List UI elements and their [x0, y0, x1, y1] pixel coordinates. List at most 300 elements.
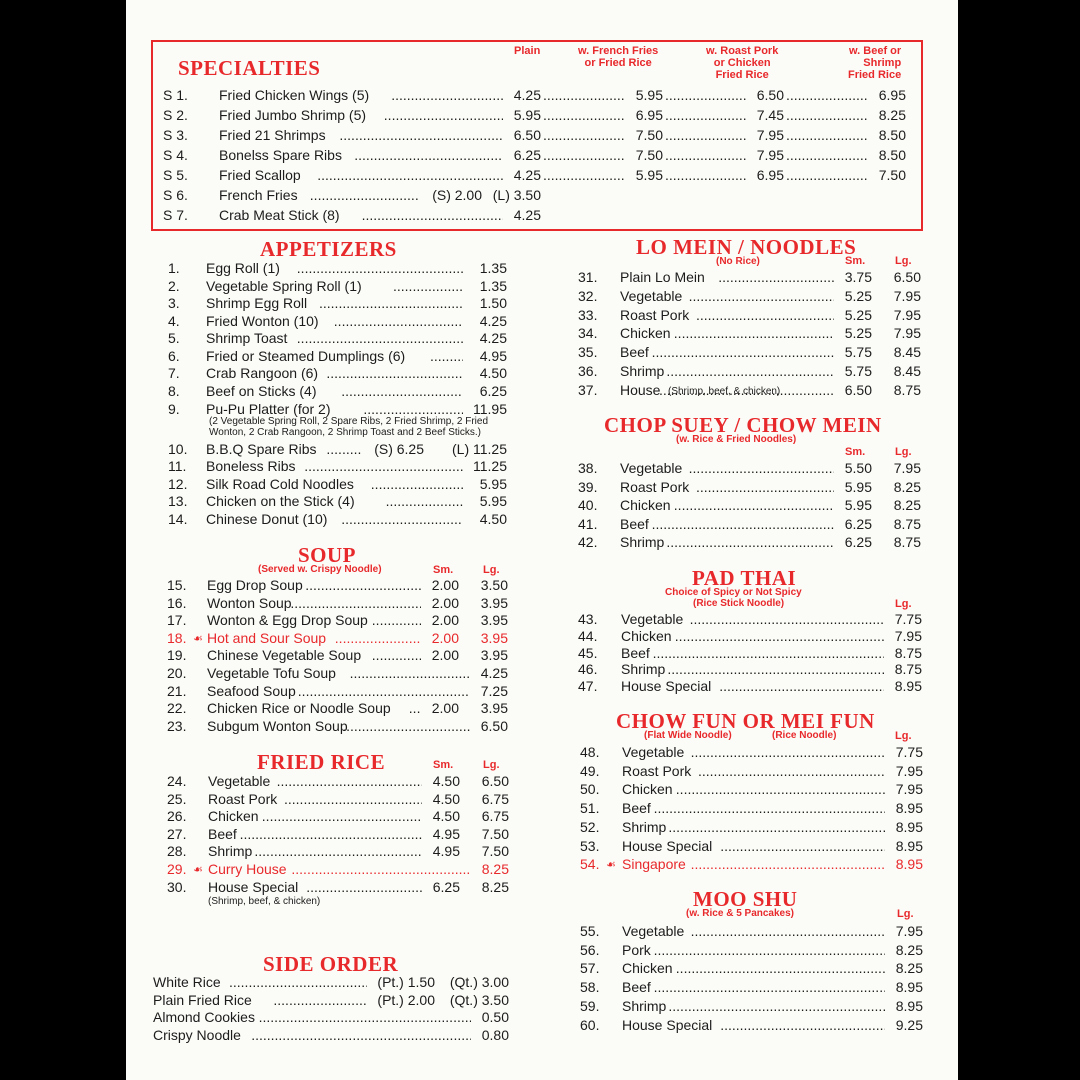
menu-item-row: [0, 978, 1080, 996]
menu-item-row: [0, 762, 1080, 780]
item-number: 43.: [578, 611, 598, 627]
item-number: 55.: [580, 923, 600, 939]
item-price: 4.50: [479, 365, 507, 381]
menu-item-row: [0, 478, 1080, 496]
menu-item-row: [0, 440, 1080, 458]
item-name: House Special: [208, 878, 299, 895]
menu-item-row: [0, 941, 1080, 959]
item-price: 1.35: [479, 260, 507, 276]
item-number: 50.: [580, 781, 600, 798]
menu-item-row: [0, 343, 1080, 361]
item-name: Chicken: [622, 781, 673, 798]
menu-item-row: [0, 576, 1080, 594]
dot-leader: [652, 343, 834, 361]
item-name: Shrimp Toast: [206, 330, 288, 346]
item-price: 8.25: [893, 497, 921, 513]
menu-item-row: [0, 818, 1080, 836]
item-price: 6.75: [481, 790, 509, 807]
item-price: 6.25: [432, 878, 460, 895]
dot-leader: [305, 576, 421, 594]
item-name: Crispy Noodle: [153, 1026, 241, 1043]
item-number: 38.: [578, 460, 598, 476]
menu-item-row: [0, 1016, 1080, 1034]
item-price: 7.50: [481, 825, 509, 842]
item-name: Vegetable: [620, 287, 683, 304]
item-name: Vegetable: [622, 923, 685, 939]
moo-shu-title: MOO SHU: [693, 887, 798, 911]
item-name: Vegetable: [621, 611, 684, 627]
item-price: 5.25: [844, 287, 872, 304]
dot-leader: [306, 878, 422, 896]
item-price: 4.50: [432, 808, 460, 825]
item-price: 4.25: [480, 665, 508, 681]
item-name: Shrimp: [620, 363, 665, 379]
item-price: (Qt.) 3.50: [449, 991, 509, 1008]
menu-item-row: [0, 400, 1080, 418]
chow-fun-title: CHOW FUN OR MEI FUN: [616, 709, 875, 733]
hot-marker-icon: ☙: [606, 859, 616, 872]
dot-leader: [698, 762, 885, 780]
item-price: 8.25: [481, 878, 509, 895]
col-header-french-fries: w. French Fries or Fried Rice: [578, 45, 659, 69]
item-name: Seafood Soup: [207, 682, 296, 699]
dot-leader: [691, 743, 885, 761]
item-name: Shrimp: [620, 534, 665, 550]
dot-leader: [667, 660, 884, 678]
item-name: Vegetable: [622, 744, 685, 760]
soup-note: (Served w. Crispy Noodle): [258, 564, 382, 575]
menu-item-row: [0, 146, 1080, 164]
item-name: Beef: [622, 800, 651, 817]
lo-mein-note: (No Rice): [716, 256, 760, 267]
item-price: 8.25: [895, 941, 923, 958]
lo-mein-lg-header: Lg.: [895, 255, 912, 267]
item-price: 6.95: [878, 87, 906, 103]
item-number: 15.: [167, 577, 187, 593]
item-name: Singapore: [622, 856, 686, 873]
item-price: 4.95: [432, 825, 460, 842]
dot-leader: [339, 126, 503, 144]
item-price: 7.95: [895, 762, 923, 779]
item-name: Curry House: [208, 861, 287, 877]
dot-leader: [720, 1016, 885, 1034]
item-price: 7.75: [894, 611, 922, 627]
item-number: 52.: [580, 818, 600, 835]
menu-item-row: [0, 206, 1080, 224]
item-price: 6.95: [756, 167, 784, 183]
item-price: 3.95: [480, 612, 508, 629]
item-name: Pork: [622, 941, 651, 958]
item-price: 7.50: [481, 843, 509, 860]
dot-leader: [666, 533, 834, 551]
item-number: 44.: [578, 627, 598, 644]
item-price: 2.00: [431, 629, 459, 646]
menu-item-row: [0, 533, 1080, 551]
item-price: 7.95: [894, 627, 922, 644]
fried-rice-lg-header: Lg.: [483, 759, 500, 771]
item-name: Vegetable: [208, 773, 271, 789]
item-price: 7.95: [895, 781, 923, 798]
menu-item-row: [0, 306, 1080, 324]
item-price: 5.95: [844, 478, 872, 495]
item-price: 5.25: [844, 306, 872, 323]
dot-leader: [665, 126, 746, 144]
soup-sm-header: Sm.: [433, 564, 454, 576]
item-number: 17.: [167, 612, 187, 629]
item-name: French Fries: [219, 187, 298, 203]
dot-leader: [691, 922, 885, 940]
item-price: 5.95: [513, 107, 541, 123]
item-number: 23.: [167, 717, 187, 734]
item-price: 4.25: [513, 167, 541, 183]
item-price: 4.95: [479, 348, 507, 364]
item-number: 46.: [578, 661, 598, 678]
item-name: Chicken: [621, 627, 672, 644]
item-name: Vegetable Tofu Soup: [207, 665, 336, 681]
item-price: 3.95: [480, 594, 508, 611]
dot-leader: [362, 206, 503, 224]
item-name: Plain Fried Rice: [153, 991, 252, 1008]
chop-suey-note: (w. Rice & Fried Noodles): [676, 434, 797, 445]
item-price: 1.50: [479, 295, 507, 311]
item-price: 7.95: [895, 923, 923, 939]
item-number: S 3.: [163, 127, 188, 143]
chop-suey-sm-header: Sm.: [845, 446, 866, 458]
item-number: 27.: [167, 825, 187, 842]
dot-leader: [786, 86, 868, 104]
item-name: Hot and Sour Soup: [207, 629, 327, 646]
item-price: 4.25: [479, 313, 507, 329]
item-name: Beef: [620, 515, 649, 532]
item-price: (L) 3.50: [492, 187, 541, 203]
soup-lg-header: Lg.: [483, 564, 500, 576]
item-name: Fried Wonton (10): [206, 313, 319, 329]
menu-item-row: [0, 837, 1080, 855]
item-price: 6.25: [844, 534, 872, 550]
chow-fun-note: (Rice Noodle): [772, 730, 837, 741]
item-price: 3.95: [480, 647, 508, 664]
item-price: 8.95: [894, 678, 922, 695]
item-number: S 6.: [163, 187, 188, 203]
col-header-plain: Plain: [514, 45, 541, 57]
menu-item-row: [0, 515, 1080, 533]
item-price: 6.25: [479, 383, 507, 399]
item-name: House Special: [622, 1016, 713, 1033]
item-price: 8.95: [895, 818, 923, 835]
dot-leader: [696, 478, 834, 496]
dot-leader: [665, 146, 746, 164]
item-price: 8.75: [893, 534, 921, 550]
side-order-title: SIDE ORDER: [263, 952, 399, 976]
item-name: Beef: [622, 979, 651, 996]
item-name: Beef: [621, 644, 650, 661]
dot-leader: [652, 515, 834, 533]
dot-leader: [720, 837, 885, 855]
chow-fun-lg-header: Lg.: [895, 730, 912, 742]
item-price: 6.50: [481, 773, 509, 789]
item-number: S 7.: [163, 207, 188, 223]
item-number: 1.: [168, 260, 180, 276]
menu-item-row: [0, 594, 1080, 612]
dot-leader: [676, 780, 885, 798]
item-price: 8.50: [878, 147, 906, 163]
item-name: Shrimp: [622, 818, 667, 835]
item-name: White Rice: [153, 974, 221, 990]
item-price: 7.25: [480, 682, 508, 699]
menu-item-row: [0, 166, 1080, 184]
item-name: Beef: [620, 344, 649, 361]
item-price: 0.80: [481, 1026, 509, 1043]
dot-leader: [543, 86, 625, 104]
item-name: Plain Lo Mein: [620, 269, 705, 285]
dot-leader: [310, 186, 418, 204]
soup-title: SOUP: [298, 543, 357, 567]
house-note: (Shrimp, beef, & chicken): [668, 386, 781, 397]
item-name: Fried Jumbo Shrimp (5): [219, 107, 367, 123]
item-name: Silk Road Cold Noodles: [206, 476, 354, 492]
item-price: 7.50: [878, 167, 906, 183]
item-price: 2.00: [431, 577, 459, 593]
item-number: 29.: [167, 861, 187, 877]
item-price: 3.50: [480, 577, 508, 593]
item-price: 6.25: [844, 515, 872, 532]
col-header-roast-pork: w. Roast Pork or Chicken Fried Rice: [706, 45, 779, 81]
pupu-note: (2 Vegetable Spring Roll, 2 Spare Ribs, 2 Fried Shrimp, 2 Fried: [209, 416, 489, 427]
item-price: 6.75: [481, 808, 509, 825]
item-name: Chicken on the Stick (4): [206, 493, 355, 509]
moo-shu-lg-header: Lg.: [897, 908, 914, 920]
pad-thai-lg-header: Lg.: [895, 598, 912, 610]
menu-item-row: [0, 677, 1080, 695]
item-number: 56.: [580, 941, 600, 958]
item-name: Wonton & Egg Drop Soup: [207, 612, 368, 629]
item-name: Shrimp Egg Roll: [206, 295, 308, 311]
item-price: 8.75: [893, 515, 921, 532]
dot-leader: [676, 959, 885, 977]
item-number: 40.: [578, 497, 598, 513]
item-name: Vegetable: [620, 460, 683, 476]
item-name: Roast Pork: [620, 306, 690, 323]
item-number: 48.: [580, 744, 600, 760]
chow-fun-note: (Flat Wide Noodle): [644, 730, 732, 741]
item-price: 1.35: [479, 278, 507, 294]
dot-leader: [654, 799, 885, 817]
item-price: 7.50: [635, 127, 663, 143]
dot-leader: [666, 362, 834, 380]
dot-leader: [543, 126, 625, 144]
item-price: 5.95: [479, 476, 507, 492]
item-price: 7.75: [895, 744, 923, 760]
pad-thai-title: PAD THAI: [692, 566, 797, 590]
dot-leader: [317, 166, 503, 184]
item-price: 5.95: [635, 87, 663, 103]
item-price: 9.25: [895, 1016, 923, 1033]
item-name: Wonton Soup: [207, 594, 292, 611]
item-number: 58.: [580, 979, 600, 996]
menu-item-row: [0, 610, 1080, 628]
item-number: 60.: [580, 1016, 600, 1033]
dot-leader: [691, 855, 885, 873]
dot-leader: [674, 496, 834, 514]
item-number: 53.: [580, 837, 600, 854]
chop-suey-lg-header: Lg.: [895, 446, 912, 458]
item-name: Bonelss Spare Ribs: [219, 147, 342, 163]
dot-leader: [653, 644, 884, 662]
menu-item-row: [0, 855, 1080, 873]
item-name: Subgum Wonton Soup: [207, 717, 348, 734]
menu-item-row: [0, 743, 1080, 761]
item-number: 59.: [580, 997, 600, 1014]
menu-item-row: [0, 959, 1080, 977]
dot-leader: [786, 106, 868, 124]
item-price: 8.75: [894, 661, 922, 678]
item-number: 24.: [167, 773, 187, 789]
dot-leader: [654, 978, 885, 996]
item-name: Boneless Ribs: [206, 458, 296, 474]
item-price: 6.50: [844, 381, 872, 398]
item-price: 8.45: [893, 363, 921, 379]
specialties-title: SPECIALTIES: [178, 56, 321, 80]
dot-leader: [718, 268, 834, 286]
item-name: House Special: [622, 837, 713, 854]
item-name: Roast Pork: [622, 762, 692, 779]
item-price: 5.95: [635, 167, 663, 183]
dot-leader: [674, 324, 834, 342]
item-price: 7.95: [756, 147, 784, 163]
item-price: 6.25: [513, 147, 541, 163]
item-name: Chicken Rice or Noodle Soup: [207, 700, 391, 717]
item-number: 20.: [167, 665, 187, 681]
dot-leader: [665, 86, 746, 104]
item-price: 3.95: [480, 629, 508, 646]
dot-leader: [409, 699, 421, 717]
item-name: Shrimp: [208, 843, 253, 860]
item-price: 4.50: [479, 511, 507, 527]
item-number: 36.: [578, 363, 598, 379]
item-name: Roast Pork: [208, 790, 278, 807]
item-price: 0.50: [481, 1009, 509, 1026]
fried-rice-title: FRIED RICE: [257, 750, 386, 774]
item-price: 8.95: [895, 856, 923, 873]
moo-shu-note: (w. Rice & 5 Pancakes): [686, 908, 795, 919]
item-price: 2.00: [431, 700, 459, 717]
item-number: 30.: [167, 878, 187, 895]
item-number: 54.: [580, 856, 600, 873]
item-price: 8.50: [878, 127, 906, 143]
item-number: S 2.: [163, 107, 188, 123]
item-number: 9.: [168, 401, 180, 417]
item-price: 6.50: [893, 269, 921, 285]
item-name: Chinese Donut (10): [206, 511, 328, 527]
dot-leader: [689, 459, 834, 477]
pad-thai-note: Choice of Spicy or Not Spicy: [665, 587, 802, 598]
item-price: 4.25: [513, 87, 541, 103]
item-name: Egg Drop Soup: [207, 577, 303, 593]
item-price: 5.95: [844, 497, 872, 513]
chop-suey-title: CHOP SUEY / CHOW MEIN: [604, 413, 882, 437]
dot-leader: [665, 166, 746, 184]
item-number: S 1.: [163, 87, 188, 103]
item-price: 5.25: [844, 325, 872, 342]
menu-item-row: [0, 268, 1080, 286]
house-special-note: (Shrimp, beef, & chicken): [208, 896, 321, 907]
item-number: 57.: [580, 960, 600, 977]
item-price: (Pt.) 1.50: [377, 974, 435, 990]
item-number: 42.: [578, 534, 598, 550]
item-number: 22.: [167, 700, 187, 717]
menu-item-row: [0, 922, 1080, 940]
item-name: Fried or Steamed Dumplings (6): [206, 348, 406, 364]
item-price: 2.00: [431, 647, 459, 664]
dot-leader: [786, 166, 868, 184]
menu-item-row: [0, 362, 1080, 380]
item-number: 26.: [167, 808, 187, 825]
item-price: 8.25: [481, 861, 509, 877]
item-price: 4.50: [432, 790, 460, 807]
item-price: 8.25: [895, 960, 923, 977]
item-price: 5.75: [844, 344, 872, 361]
item-number: 14.: [168, 511, 188, 527]
item-number: 4.: [168, 313, 180, 329]
menu-item-row: [0, 86, 1080, 104]
item-number: 6.: [168, 348, 180, 364]
item-name: Fried 21 Shrimps: [219, 127, 326, 143]
item-number: 12.: [168, 476, 188, 492]
item-price: 7.95: [893, 460, 921, 476]
item-price: 7.95: [893, 306, 921, 323]
item-name: Egg Roll (1): [206, 260, 280, 276]
item-price: 6.50: [513, 127, 541, 143]
item-name: Pu-Pu Platter (for 2): [206, 401, 331, 417]
item-price: 4.50: [432, 773, 460, 789]
lo-mein-title: LO MEIN / NOODLES: [636, 235, 857, 259]
menu-item-row: [0, 126, 1080, 144]
item-price: 7.95: [756, 127, 784, 143]
item-price: (S) 6.25: [374, 441, 424, 457]
dot-leader: [654, 941, 885, 959]
dot-leader: [342, 717, 470, 735]
item-number: S 4.: [163, 147, 188, 163]
dot-leader: [689, 287, 834, 305]
item-price: 3.95: [480, 700, 508, 717]
item-price: 5.50: [844, 460, 872, 476]
item-number: 8.: [168, 383, 180, 399]
item-price: 5.95: [479, 493, 507, 509]
pupu-note: Wonton, 2 Crab Rangoon, 2 Shrimp Toast and 2 Beef Sticks.): [209, 427, 482, 438]
item-name: Crab Rangoon (6): [206, 365, 319, 381]
item-number: 11.: [168, 458, 187, 474]
item-price: 6.50: [480, 717, 508, 734]
hot-marker-icon: ☙: [193, 632, 203, 645]
menu-item-row: [0, 997, 1080, 1015]
item-price: 11.25: [473, 458, 507, 474]
menu-item-row: [0, 459, 1080, 477]
item-number: 31.: [578, 269, 598, 285]
menu-item-row: [0, 287, 1080, 305]
item-number: 7.: [168, 365, 180, 381]
menu-item-row: [0, 878, 1080, 896]
item-price: 7.50: [635, 147, 663, 163]
menu-item-row: [0, 324, 1080, 342]
item-price: 8.25: [893, 478, 921, 495]
item-price: 5.75: [844, 363, 872, 379]
dot-leader: [668, 818, 885, 836]
item-name: Crab Meat Stick (8): [219, 207, 340, 223]
item-price: 8.95: [895, 800, 923, 817]
item-price: (Qt.) 3.00: [449, 974, 509, 990]
item-name: Shrimp: [622, 997, 667, 1014]
item-name: Chicken: [620, 497, 671, 513]
